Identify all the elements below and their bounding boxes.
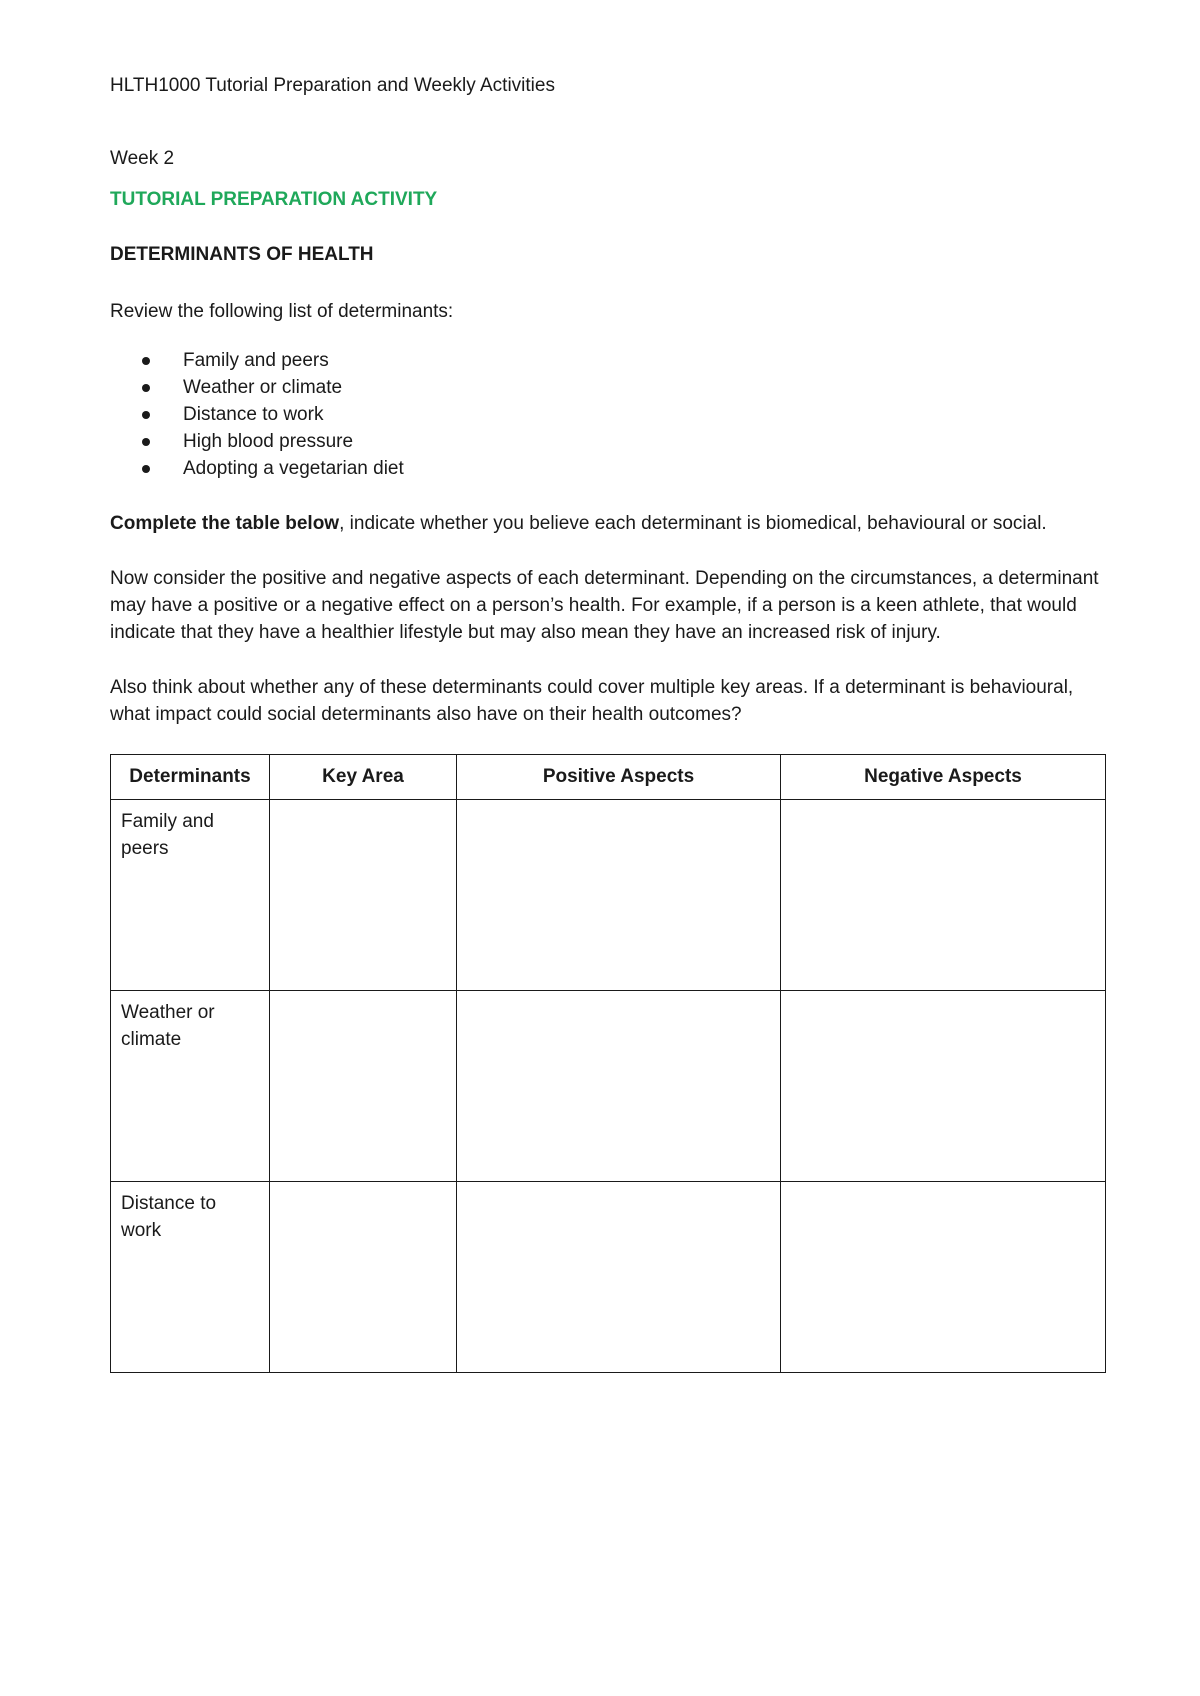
document-page — [110, 72, 1104, 1373]
determinant-cell: Distance to work — [111, 1182, 270, 1373]
list-item — [110, 374, 1104, 401]
instruction-paragraph — [110, 510, 1104, 537]
bullet-icon — [142, 438, 150, 446]
key-area-cell[interactable] — [270, 1182, 457, 1373]
table-row — [111, 800, 1106, 991]
negative-aspects-cell[interactable] — [781, 800, 1106, 991]
bullet-icon — [142, 465, 150, 473]
aspects-paragraph: Now consider the positive and negative aspects of each determinant. Depending on the circumstances, a determinant may have a positive or a negative effect on a person’s health. For example, if a person is a keen athlete, that would indicate that they have a healthier lifestyle but may also mean they have an increased risk of injury. — [110, 568, 1099, 643]
instruction-bold: Complete the table below — [110, 513, 340, 534]
intro-text: Review the following list of determinants: — [110, 301, 454, 322]
negative-aspects-cell[interactable] — [781, 1182, 1106, 1373]
bullet-icon — [142, 357, 150, 365]
list-item-label: Adopting a vegetarian diet — [183, 458, 404, 479]
key-areas-paragraph: Also think about whether any of these determinants could cover multiple key areas. If a determinant is behavioural, what impact could social determinants also have on their health outcomes? — [110, 677, 1074, 725]
week-label: Week 2 — [110, 148, 175, 169]
section-label: TUTORIAL PREPARATION ACTIVITY — [110, 189, 438, 210]
bullet-icon — [142, 384, 150, 392]
list-item-label: Distance to work — [183, 404, 324, 425]
list-item — [110, 401, 1104, 428]
table-row — [111, 991, 1106, 1182]
document-header: HLTH1000 Tutorial Preparation and Weekly Activities — [110, 75, 555, 96]
key-area-cell[interactable] — [270, 800, 457, 991]
column-header: Negative Aspects — [781, 755, 1106, 800]
column-header: Key Area — [270, 755, 457, 800]
determinants-list — [110, 347, 1104, 482]
determinant-cell: Weather or climate — [111, 991, 270, 1182]
list-item — [110, 428, 1104, 455]
topic-title: DETERMINANTS OF HEALTH — [110, 244, 374, 265]
column-header: Determinants — [111, 755, 270, 800]
determinant-cell: Family and peers — [111, 800, 270, 991]
negative-aspects-cell[interactable] — [781, 991, 1106, 1182]
positive-aspects-cell[interactable] — [457, 800, 781, 991]
table-header-row — [111, 755, 1106, 800]
key-area-cell[interactable] — [270, 991, 457, 1182]
determinants-table — [110, 754, 1106, 1373]
table-row — [111, 1182, 1106, 1373]
list-item — [110, 347, 1104, 374]
bullet-icon — [142, 411, 150, 419]
column-header: Positive Aspects — [457, 755, 781, 800]
positive-aspects-cell[interactable] — [457, 1182, 781, 1373]
list-item-label: Weather or climate — [183, 377, 343, 398]
list-item — [110, 455, 1104, 482]
list-item-label: Family and peers — [183, 350, 329, 371]
list-item-label: High blood pressure — [183, 431, 354, 452]
instruction-rest: , indicate whether you believe each determinant is biomedical, behavioural or social. — [339, 513, 1047, 534]
positive-aspects-cell[interactable] — [457, 991, 781, 1182]
